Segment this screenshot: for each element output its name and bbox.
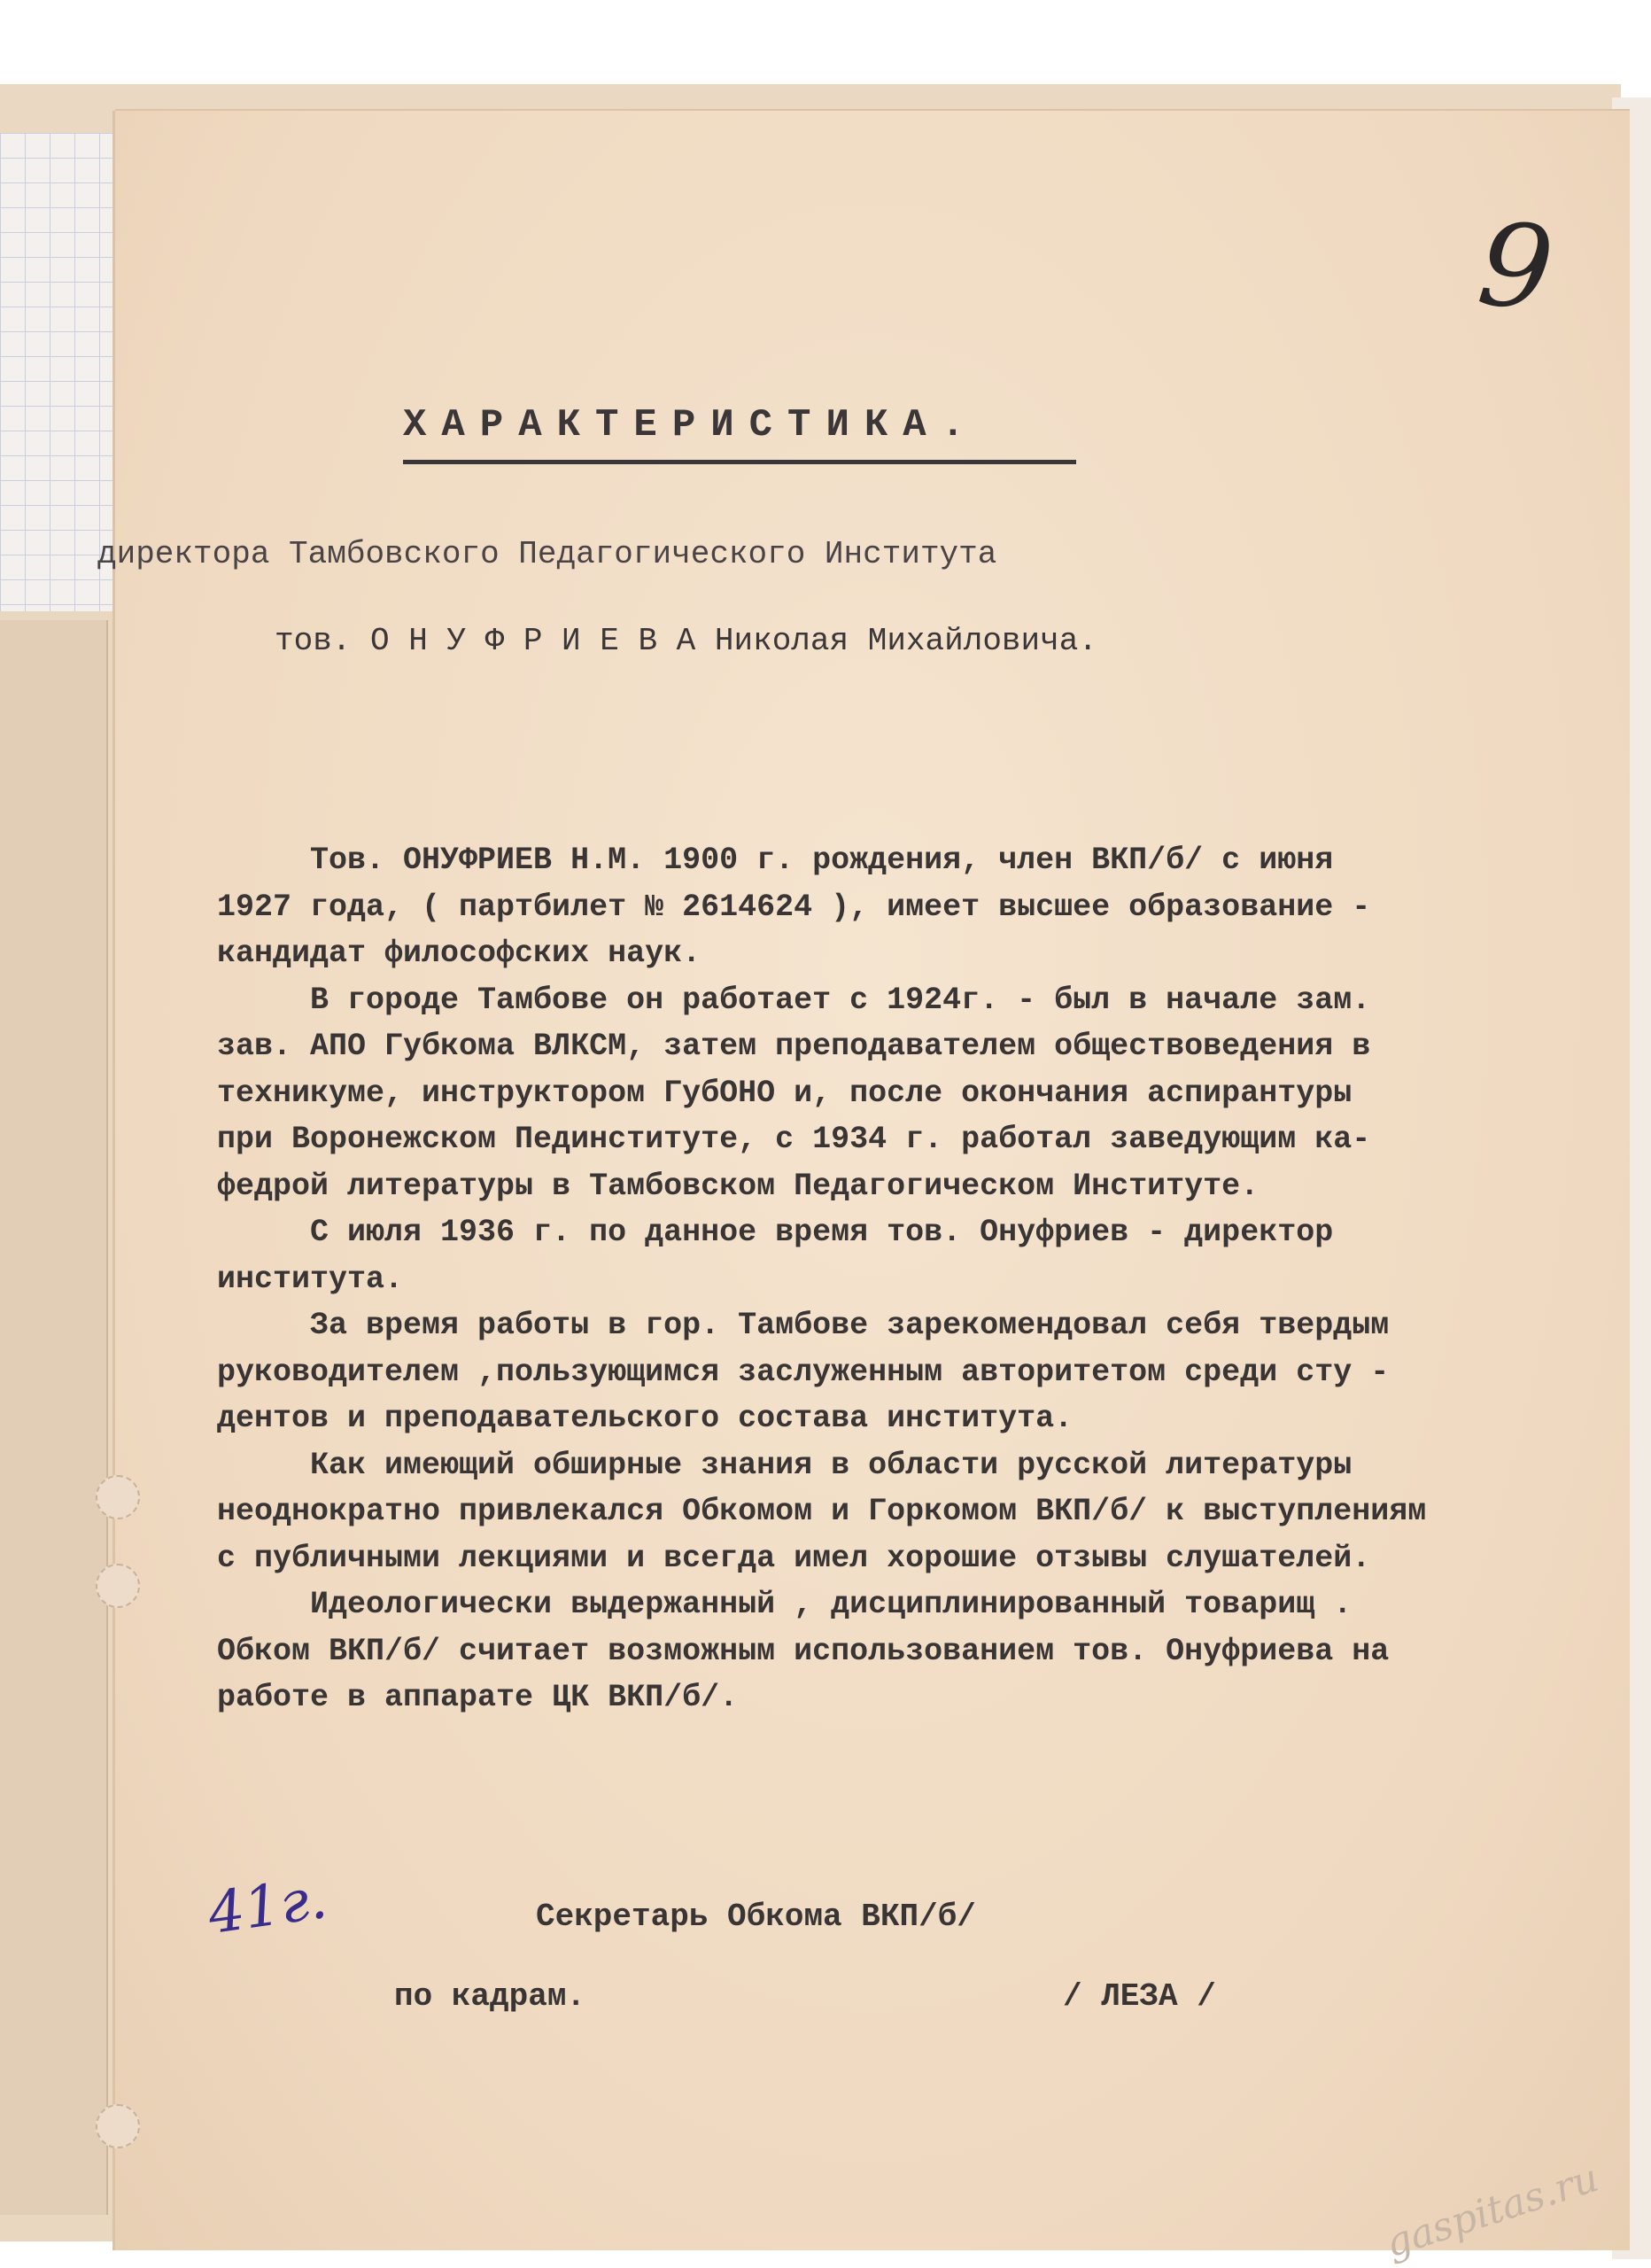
- watermark: gaspitas.ru: [1380, 2155, 1604, 2267]
- document-subtitle: директора Тамбовского Педагогического Института: [97, 536, 997, 572]
- body-line: кандидат философских наук.: [217, 936, 701, 971]
- document-sheet: [97, 111, 1630, 2250]
- punch-hole: [96, 1475, 140, 1519]
- signature-name: / ЛЕЗА /: [1063, 1978, 1216, 2015]
- body-line: За время работы в гор. Тамбове зарекомендовал себя твердым: [217, 1308, 1390, 1343]
- document-body: [217, 837, 1590, 1721]
- body-line: работе в аппарате ЦК ВКП/б/.: [217, 1680, 739, 1715]
- body-line: В городе Тамбове он работает с 1924г. - был в начале зам.: [217, 982, 1371, 1018]
- body-line: дентов и преподавательского состава института.: [217, 1401, 1074, 1436]
- archive-mark: 41г.: [204, 1866, 331, 1947]
- underlying-page-left-lower: [0, 620, 108, 2215]
- page-number: 9: [1472, 196, 1560, 338]
- punch-hole: [96, 2104, 140, 2148]
- body-line: Идеологически выдержанный , дисциплинированный товарищ .: [217, 1587, 1353, 1622]
- body-line: при Воронежском Пединституте, с 1934 г. работал заведующим ка-: [217, 1122, 1371, 1157]
- body-line: 1927 года, ( партбилет № 2614624 ), имеет высшее образование -: [217, 889, 1371, 925]
- signature-department: по кадрам.: [394, 1978, 586, 2015]
- body-line: федрой литературы в Тамбовском Педагогическом Институте.: [217, 1168, 1260, 1204]
- body-line: института.: [217, 1261, 404, 1297]
- body-line: техникуме, инструктором ГубОНО и, после окончания аспирантуры: [217, 1075, 1353, 1111]
- body-line: с публичными лекциями и всегда имел хорошие отзывы слушателей.: [217, 1540, 1371, 1576]
- punch-hole: [96, 1564, 140, 1608]
- document-subject: тов. О Н У Ф Р И Е В А Николая Михайловича.: [275, 623, 1097, 659]
- body-line: руководителем ,пользующимся заслуженным авторитетом среди сту -: [217, 1354, 1390, 1390]
- body-line: Тов. ОНУФРИЕВ Н.М. 1900 г. рождения, член ВКП/б/ с июня: [217, 843, 1334, 878]
- body-line: С июля 1936 г. по данное время тов. Онуфриев - директор: [217, 1215, 1334, 1250]
- body-line: зав. АПО Губкома ВЛКСМ, затем преподавателем обществоведения в: [217, 1029, 1371, 1064]
- signature-position: Секретарь Обкома ВКП/б/: [536, 1899, 976, 1935]
- body-line: неоднократно привлекался Обкомом и Горкомом ВКП/б/ к выступлениям: [217, 1494, 1427, 1529]
- document-title: ХАРАКТЕРИСТИКА.: [403, 403, 1076, 464]
- body-line: Обком ВКП/б/ считает возможным использованием тов. Онуфриева на: [217, 1633, 1390, 1669]
- body-line: Как имеющий обширные знания в области русской литературы: [217, 1447, 1353, 1483]
